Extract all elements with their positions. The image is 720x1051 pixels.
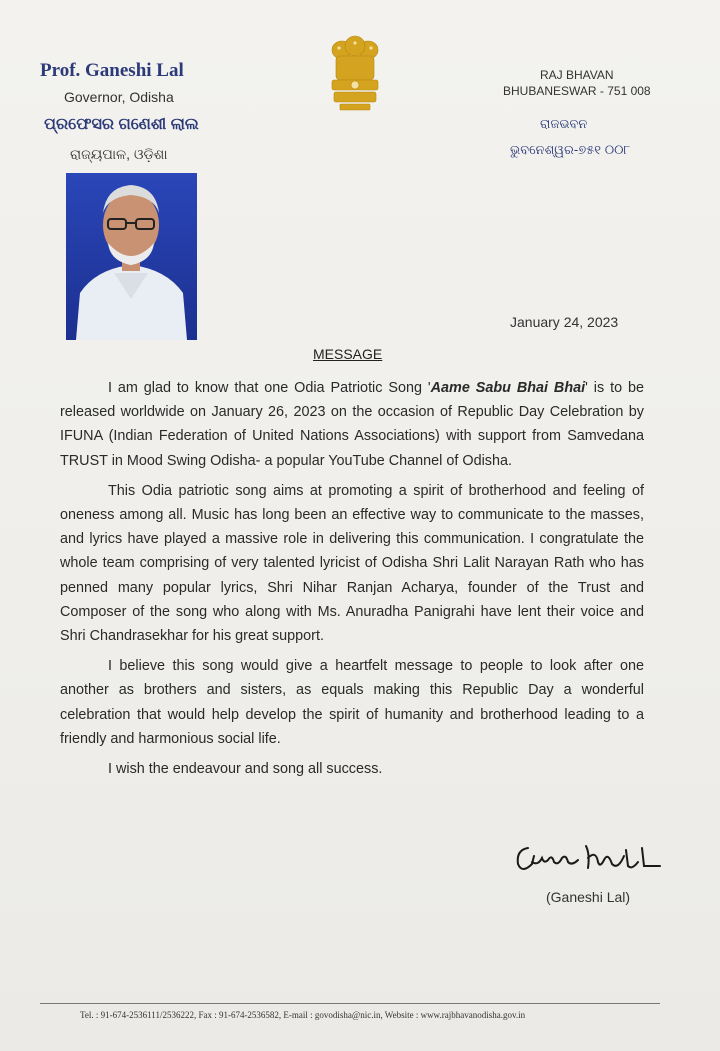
paragraph-1-rest: ' is to be released worldwide on January 26, 2023 on the occasion of Republic Day Celebration by IFUNA (Indian Federation of United Nations Associations) with support from Samvedana TRUST in Mood Swing Odisha- a popular YouTube Channel of Odisha. <box>60 380 644 469</box>
sender-name-odia: ପ୍ରଫେସର ଗଣେଶୀ ଲାଲ <box>44 116 199 133</box>
sender-title-odia: ରାଜ୍ୟପାଳ, ଓଡ଼ିଶା <box>70 146 168 162</box>
address-odia-line-2: ଭୁବନେଶ୍ୱର-୭୫୧ ୦୦୮ <box>510 142 631 157</box>
paragraph-3: I believe this song would give a heartfelt message to people to look after one another as brothers and sisters, as equals making this Republic Day a wonderful celebration that would help develop the spirit of humanity and brotherhood leading to a friendly and harmonious social life. <box>60 658 644 747</box>
song-title: Aame Sabu Bhai Bhai <box>430 380 586 396</box>
handwritten-signature <box>514 840 664 876</box>
sender-name: Prof. Ganeshi Lal <box>40 60 184 81</box>
paragraph-1-intro: I am glad to know that one Odia Patriotic Song ' <box>108 380 431 396</box>
paragraph-4: I wish the endeavour and song all success. <box>108 761 383 778</box>
address-line-2: BHUBANESWAR - 751 008 <box>503 84 651 98</box>
footer-contact: Tel. : 91-674-2536111/2536222, Fax : 91-674-2536582, E-mail : govodisha@nic.in, Website : www.rajbhavanodisha.gov.in <box>80 1010 526 1020</box>
address-line-1: RAJ BHAVAN <box>540 68 614 82</box>
message-body <box>60 376 644 787</box>
national-emblem-icon <box>322 34 388 114</box>
paragraph-2: This Odia patriotic song aims at promoting a spirit of brotherhood and feeling of oneness among all. Music has long been an effective way to communicate to the masses, and lyrics have played a massive role in delivering this communication. I congratulate the whole team comprising of very talented lyricist of Odisha Shri Lalit Narayan Rath who has penned many popular lyrics, Shri Nihar Ranjan Acharya, founder of the Trust and Composer of the song who along with Ms. Anuradha Panigrahi have lent their voice and Shri Chandrasekhar for his great support. <box>60 482 644 645</box>
footer-divider <box>40 1003 660 1004</box>
sender-title: Governor, Odisha <box>64 89 174 105</box>
message-heading: MESSAGE <box>313 346 383 362</box>
paragraph-1 <box>60 376 644 473</box>
address-odia-line-1: ରାଜଭବନ <box>540 116 588 131</box>
signer-name: (Ganeshi Lal) <box>546 889 631 905</box>
governor-portrait <box>66 173 197 340</box>
letter-date: January 24, 2023 <box>510 314 619 330</box>
